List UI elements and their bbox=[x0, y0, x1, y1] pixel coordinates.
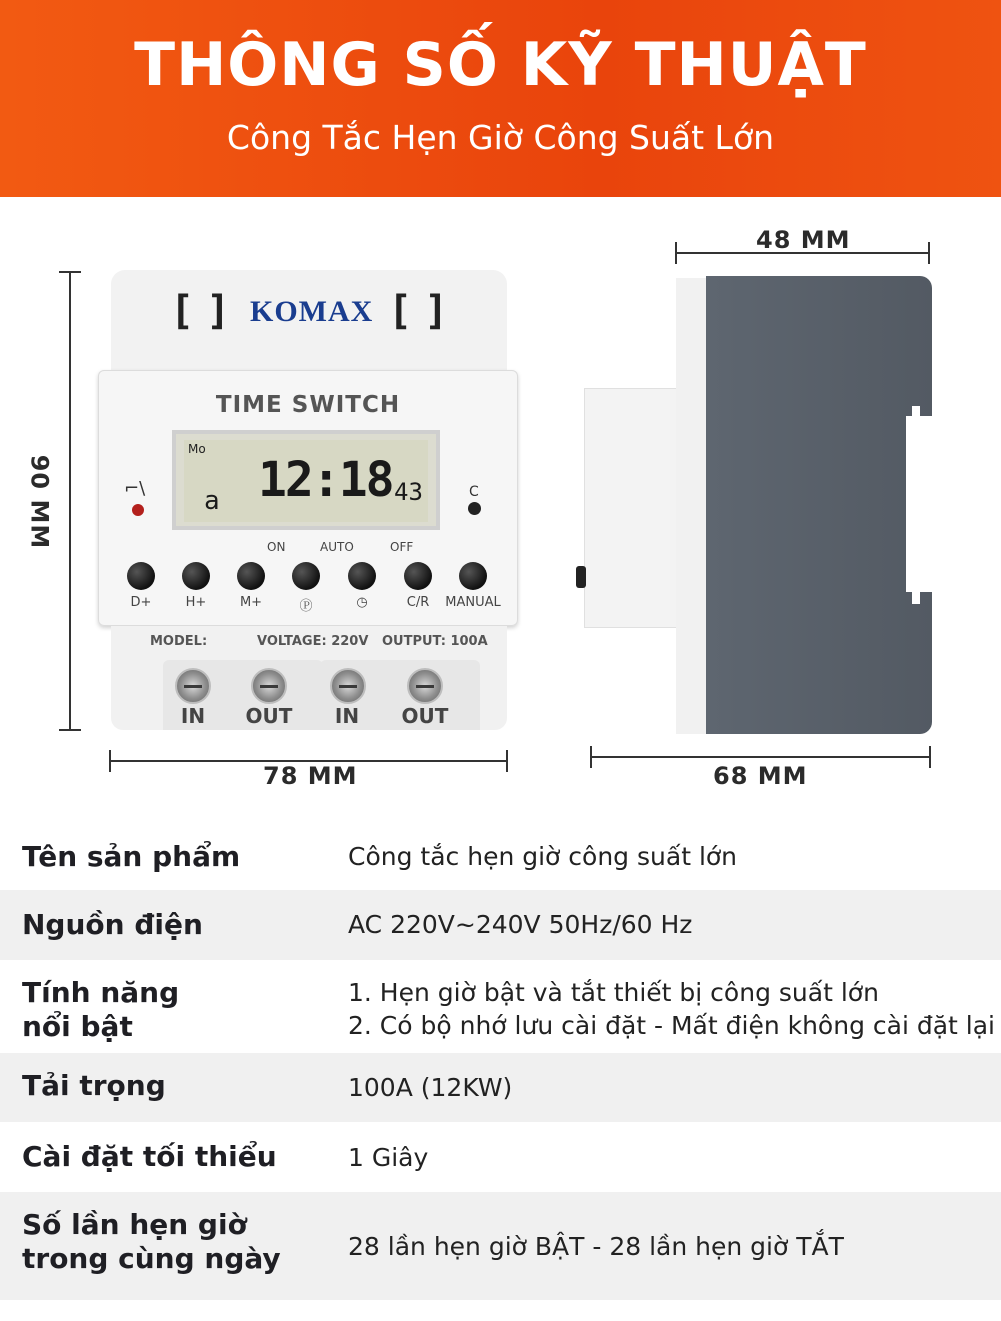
height-dimension-line bbox=[69, 272, 71, 730]
button-label-p: Ⓟ bbox=[299, 599, 313, 614]
terminal-label: IN bbox=[180, 704, 206, 728]
button-cancel-recall bbox=[404, 562, 432, 590]
side-knob-icon bbox=[576, 566, 586, 588]
spec-value: 100A (12KW) bbox=[348, 1073, 513, 1102]
spec-value: Công tắc hẹn giờ công suất lớn bbox=[348, 842, 738, 871]
depth-bottom-dimension-label: 68 MM bbox=[713, 762, 808, 790]
dimension-cap bbox=[590, 746, 592, 768]
dimension-cap bbox=[109, 750, 111, 772]
spec-label: Tên sản phẩm bbox=[22, 840, 241, 873]
spec-label: Nguồn điện bbox=[22, 908, 203, 941]
width-dimension-label: 78 MM bbox=[263, 762, 358, 790]
model-label: MODEL: bbox=[150, 634, 208, 649]
spec-label: Tính năng nổi bật bbox=[22, 976, 180, 1043]
spec-label: Số lần hẹn giờ trong cùng ngày bbox=[22, 1208, 281, 1275]
button-label-d: D+ bbox=[130, 595, 152, 610]
button-clock bbox=[348, 562, 376, 590]
dimension-cap bbox=[59, 271, 81, 273]
dimension-cap bbox=[506, 750, 508, 772]
c-indicator-icon bbox=[468, 502, 481, 515]
panel-title: TIME SWITCH bbox=[215, 392, 401, 418]
output-label: OUTPUT: 100A bbox=[382, 634, 488, 649]
button-label-h: H+ bbox=[185, 595, 207, 610]
status-led-icon bbox=[132, 504, 144, 516]
screw-icon bbox=[251, 668, 287, 704]
dimension-cap bbox=[928, 242, 930, 264]
din-rail-slot bbox=[906, 416, 932, 592]
switch-symbol-icon: ⌐\ bbox=[124, 478, 146, 499]
lcd-time: 12:18 bbox=[258, 452, 393, 508]
lcd-seconds: 43 bbox=[394, 478, 423, 506]
terminal-label: OUT bbox=[245, 704, 293, 728]
dimension-cap bbox=[675, 242, 677, 264]
side-middle-part bbox=[676, 278, 710, 734]
table-row bbox=[0, 890, 1001, 960]
side-front-part bbox=[584, 388, 682, 628]
bracket-left-icon: [ ] bbox=[170, 288, 225, 334]
button-minute-plus bbox=[237, 562, 265, 590]
table-row bbox=[0, 1053, 1001, 1122]
button-label-m: M+ bbox=[239, 595, 263, 610]
screw-icon bbox=[330, 668, 366, 704]
spec-value: 1 Giây bbox=[348, 1143, 429, 1172]
page-title: THÔNG SỐ KỸ THUẬT bbox=[134, 30, 867, 100]
voltage-label: VOLTAGE: 220V bbox=[257, 634, 369, 649]
spec-label: Tải trọng bbox=[22, 1069, 166, 1102]
table-row bbox=[0, 1122, 1001, 1192]
table-row bbox=[0, 820, 1001, 890]
button-program bbox=[292, 562, 320, 590]
terminal-label: OUT bbox=[401, 704, 449, 728]
button-hour-plus bbox=[182, 562, 210, 590]
lcd-day: Mo bbox=[188, 442, 206, 456]
table-row bbox=[0, 1192, 1001, 1300]
side-back-housing bbox=[706, 276, 932, 734]
lcd-program: a bbox=[204, 486, 220, 516]
spec-value: 1. Hẹn giờ bật và tắt thiết bị công suất lớn 2. Có bộ nhớ lưu cài đặt - Mất điện không cài đặt lại bbox=[348, 978, 995, 1040]
mode-off-label: OFF bbox=[390, 540, 414, 554]
dimension-cap bbox=[59, 729, 81, 731]
spec-label: Cài đặt tối thiểu bbox=[22, 1140, 277, 1173]
depth-top-dimension-label: 48 MM bbox=[756, 226, 851, 254]
height-dimension-label: 90 MM bbox=[25, 454, 54, 550]
terminal-label: IN bbox=[334, 704, 360, 728]
lcd-display bbox=[172, 430, 440, 530]
screw-icon bbox=[407, 668, 443, 704]
brand-logo: KOMAX bbox=[250, 295, 374, 328]
depth-bottom-dimension-line bbox=[591, 756, 930, 758]
din-clip bbox=[912, 584, 920, 604]
din-clip bbox=[912, 406, 920, 426]
screw-icon bbox=[175, 668, 211, 704]
spec-value: AC 220V~240V 50Hz/60 Hz bbox=[348, 910, 693, 939]
button-label-manual: MANUAL bbox=[445, 595, 501, 610]
button-day-plus bbox=[127, 562, 155, 590]
header-banner bbox=[0, 0, 1001, 197]
mode-on-label: ON bbox=[267, 540, 286, 554]
dimension-cap bbox=[929, 746, 931, 768]
button-label-cr: C/R bbox=[406, 595, 430, 610]
spec-value: 28 lần hẹn giờ BẬT - 28 lần hẹn giờ TẮT bbox=[348, 1232, 844, 1261]
page-subtitle: Công Tắc Hẹn Giờ Công Suất Lớn bbox=[226, 118, 775, 157]
c-indicator-label: C bbox=[469, 484, 479, 500]
table-row bbox=[0, 960, 1001, 1053]
bracket-right-icon: [ ] bbox=[388, 288, 443, 334]
button-manual bbox=[459, 562, 487, 590]
button-label-clock: ◷ bbox=[356, 595, 368, 610]
mode-auto-label: AUTO bbox=[320, 540, 354, 554]
